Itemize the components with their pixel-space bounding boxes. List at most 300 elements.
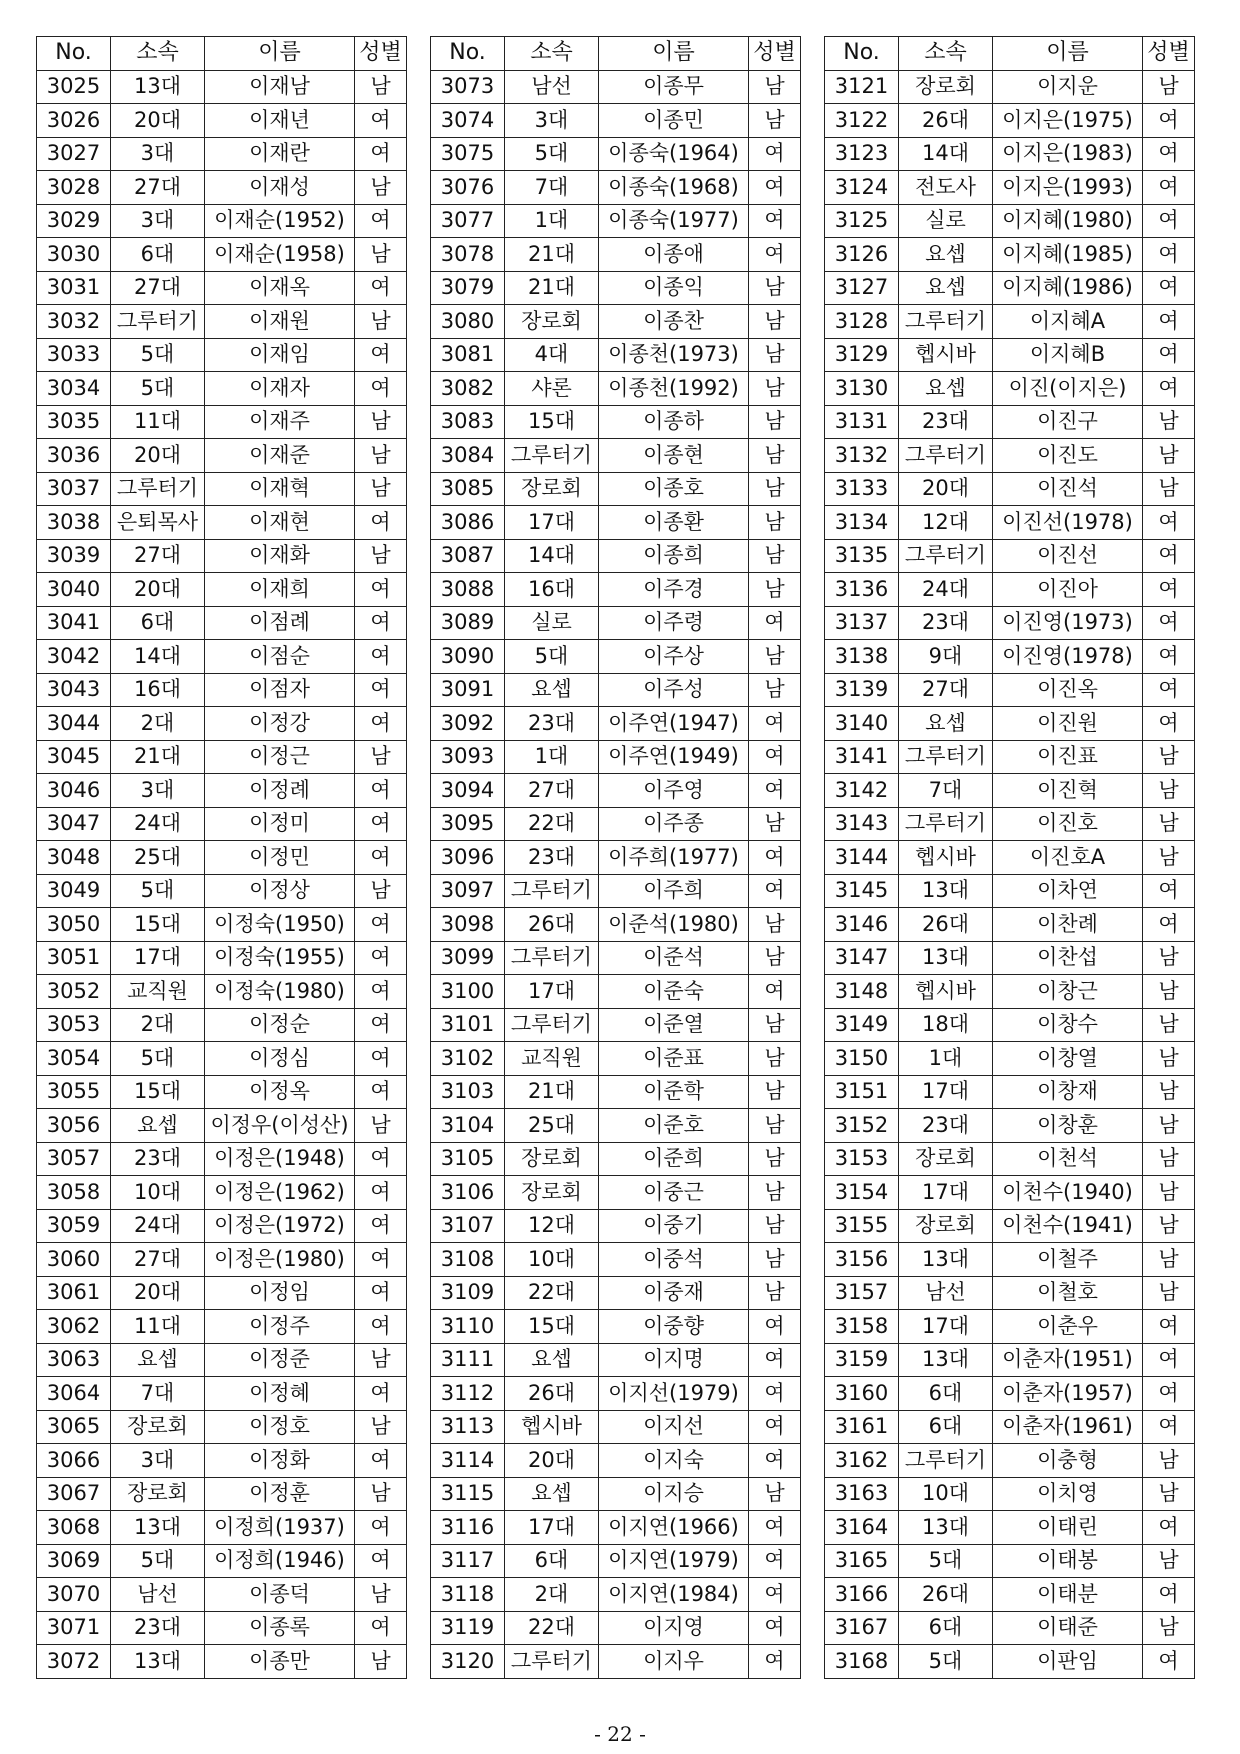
cell-affiliation: 장로회: [899, 70, 993, 104]
table-row: [37, 1109, 407, 1143]
cell-affiliation: 10대: [111, 1176, 205, 1210]
cell-affiliation: 10대: [899, 1477, 993, 1511]
cell-gender: 남: [749, 941, 801, 975]
cell-name: 이지혜B: [993, 338, 1143, 372]
cell-no: 3137: [825, 606, 899, 640]
cell-affiliation: 5대: [111, 874, 205, 908]
cell-affiliation: 5대: [899, 1645, 993, 1679]
roster-table-2: [430, 36, 801, 1679]
cell-no: 3102: [431, 1042, 505, 1076]
table-row: [37, 70, 407, 104]
table-row: [37, 1310, 407, 1344]
table-row: [825, 372, 1195, 406]
table-row: [825, 673, 1195, 707]
cell-name: 이진아: [993, 573, 1143, 607]
cell-affiliation: 요셉: [505, 1343, 599, 1377]
cell-name: 이중근: [599, 1176, 749, 1210]
table-row: [825, 774, 1195, 808]
table-row: [431, 908, 801, 942]
table-row: [825, 941, 1195, 975]
cell-name: 이정상: [205, 874, 355, 908]
table-row: [825, 908, 1195, 942]
cell-name: 이정숙(1950): [205, 908, 355, 942]
cell-name: 이종환: [599, 506, 749, 540]
cell-name: 이정근: [205, 740, 355, 774]
cell-affiliation: 11대: [111, 405, 205, 439]
cell-no: 3150: [825, 1042, 899, 1076]
cell-no: 3110: [431, 1310, 505, 1344]
cell-name: 이주영: [599, 774, 749, 808]
cell-no: 3088: [431, 573, 505, 607]
table-row: [431, 941, 801, 975]
cell-affiliation: 18대: [899, 1008, 993, 1042]
table-row: [37, 673, 407, 707]
cell-no: 3122: [825, 104, 899, 138]
cell-name: 이진호: [993, 807, 1143, 841]
table-row: [37, 841, 407, 875]
cell-name: 이진혁: [993, 774, 1143, 808]
cell-no: 3037: [37, 472, 111, 506]
table-row: [37, 1142, 407, 1176]
table-row: [825, 1310, 1195, 1344]
cell-no: 3168: [825, 1645, 899, 1679]
cell-affiliation: 요셉: [899, 238, 993, 272]
cell-affiliation: 장로회: [505, 472, 599, 506]
table-row: [431, 606, 801, 640]
cell-affiliation: 요셉: [899, 271, 993, 305]
cell-affiliation: 6대: [111, 238, 205, 272]
cell-gender: 여: [749, 1444, 801, 1478]
cell-name: 이진영(1978): [993, 640, 1143, 674]
cell-name: 이진석: [993, 472, 1143, 506]
table-row: [37, 1578, 407, 1612]
cell-gender: 여: [1143, 1310, 1195, 1344]
cell-no: 3070: [37, 1578, 111, 1612]
cell-gender: 여: [1143, 1645, 1195, 1679]
cell-gender: 여: [355, 372, 407, 406]
cell-affiliation: 21대: [111, 740, 205, 774]
cell-no: 3027: [37, 137, 111, 171]
cell-gender: 남: [749, 305, 801, 339]
cell-affiliation: 전도사: [899, 171, 993, 205]
cell-no: 3028: [37, 171, 111, 205]
table-row: [825, 1276, 1195, 1310]
cell-no: 3132: [825, 439, 899, 473]
cell-name: 이종하: [599, 405, 749, 439]
cell-no: 3084: [431, 439, 505, 473]
cell-gender: 남: [1143, 1209, 1195, 1243]
cell-affiliation: 1대: [505, 740, 599, 774]
cell-name: 이진도: [993, 439, 1143, 473]
cell-affiliation: 5대: [111, 372, 205, 406]
cell-affiliation: 14대: [111, 640, 205, 674]
cell-no: 3083: [431, 405, 505, 439]
cell-gender: 여: [355, 640, 407, 674]
cell-name: 이정순: [205, 1008, 355, 1042]
cell-affiliation: 24대: [899, 573, 993, 607]
cell-gender: 남: [355, 1109, 407, 1143]
cell-affiliation: 요셉: [505, 673, 599, 707]
table-row: [431, 506, 801, 540]
cell-affiliation: 21대: [505, 271, 599, 305]
cell-affiliation: 12대: [505, 1209, 599, 1243]
cell-affiliation: 샤론: [505, 372, 599, 406]
cell-no: 3030: [37, 238, 111, 272]
cell-no: 3131: [825, 405, 899, 439]
cell-name: 이정희(1937): [205, 1511, 355, 1545]
cell-no: 3128: [825, 305, 899, 339]
cell-name: 이진(이지은): [993, 372, 1143, 406]
cell-affiliation: 장로회: [899, 1142, 993, 1176]
cell-gender: 여: [355, 1377, 407, 1411]
cell-gender: 여: [1143, 137, 1195, 171]
cell-no: 3061: [37, 1276, 111, 1310]
table-row: [825, 841, 1195, 875]
cell-name: 이태준: [993, 1611, 1143, 1645]
cell-no: 3135: [825, 539, 899, 573]
cell-no: 3127: [825, 271, 899, 305]
cell-affiliation: 1대: [899, 1042, 993, 1076]
table-row: [431, 1042, 801, 1076]
cell-gender: 여: [1143, 171, 1195, 205]
cell-name: 이정민: [205, 841, 355, 875]
header-row: [825, 37, 1195, 71]
cell-no: 3120: [431, 1645, 505, 1679]
cell-no: 3072: [37, 1645, 111, 1679]
cell-gender: 여: [1143, 707, 1195, 741]
cell-no: 3164: [825, 1511, 899, 1545]
cell-no: 3038: [37, 506, 111, 540]
cell-name: 이판임: [993, 1645, 1143, 1679]
cell-gender: 남: [749, 405, 801, 439]
cell-no: 3157: [825, 1276, 899, 1310]
cell-no: 3124: [825, 171, 899, 205]
cell-gender: 남: [1143, 405, 1195, 439]
table-row: [431, 1142, 801, 1176]
cell-gender: 남: [1143, 1611, 1195, 1645]
table-row: [431, 405, 801, 439]
cell-name: 이종호: [599, 472, 749, 506]
table-row: [825, 1008, 1195, 1042]
cell-no: 3058: [37, 1176, 111, 1210]
cell-no: 3097: [431, 874, 505, 908]
cell-gender: 여: [355, 1209, 407, 1243]
cell-gender: 남: [355, 740, 407, 774]
cell-affiliation: 6대: [111, 606, 205, 640]
cell-name: 이재성: [205, 171, 355, 205]
cell-gender: 여: [1143, 1343, 1195, 1377]
cell-no: 3155: [825, 1209, 899, 1243]
cell-no: 3162: [825, 1444, 899, 1478]
cell-affiliation: 17대: [505, 975, 599, 1009]
table-row: [825, 405, 1195, 439]
table-row: [37, 1544, 407, 1578]
cell-no: 3049: [37, 874, 111, 908]
cell-no: 3040: [37, 573, 111, 607]
table-row: [37, 606, 407, 640]
table-row: [431, 1209, 801, 1243]
cell-no: 3115: [431, 1477, 505, 1511]
table-row: [431, 472, 801, 506]
cell-affiliation: 6대: [899, 1410, 993, 1444]
table-row: [825, 807, 1195, 841]
cell-name: 이중석: [599, 1243, 749, 1277]
cell-gender: 남: [355, 238, 407, 272]
cell-affiliation: 27대: [111, 171, 205, 205]
cell-affiliation: 실로: [899, 204, 993, 238]
cell-gender: 여: [355, 1142, 407, 1176]
cell-no: 3133: [825, 472, 899, 506]
cell-gender: 남: [1143, 1176, 1195, 1210]
cell-name: 이종찬: [599, 305, 749, 339]
cell-gender: 남: [749, 271, 801, 305]
cell-affiliation: 3대: [111, 204, 205, 238]
cell-name: 이지선(1979): [599, 1377, 749, 1411]
cell-affiliation: 14대: [899, 137, 993, 171]
table-row: [37, 774, 407, 808]
table-row: [825, 740, 1195, 774]
table-row: [37, 137, 407, 171]
cell-name: 이춘자(1957): [993, 1377, 1143, 1411]
cell-affiliation: 3대: [111, 774, 205, 808]
cell-gender: 남: [1143, 1477, 1195, 1511]
table-row: [37, 807, 407, 841]
header-name: 이름: [993, 37, 1143, 71]
table-row: [431, 104, 801, 138]
table-row: [431, 807, 801, 841]
table-row: [825, 874, 1195, 908]
cell-name: 이주종: [599, 807, 749, 841]
table-row: [825, 1444, 1195, 1478]
cell-gender: 여: [749, 1410, 801, 1444]
cell-no: 3106: [431, 1176, 505, 1210]
table-row: [431, 204, 801, 238]
cell-name: 이재준: [205, 439, 355, 473]
cell-affiliation: 27대: [111, 1243, 205, 1277]
cell-no: 3067: [37, 1477, 111, 1511]
table-row: [431, 338, 801, 372]
cell-affiliation: 7대: [111, 1377, 205, 1411]
cell-name: 이점자: [205, 673, 355, 707]
cell-affiliation: 26대: [505, 908, 599, 942]
cell-no: 3065: [37, 1410, 111, 1444]
table-row: [37, 238, 407, 272]
table-row: [825, 539, 1195, 573]
cell-name: 이정례: [205, 774, 355, 808]
cell-name: 이점순: [205, 640, 355, 674]
table-body: [431, 70, 801, 1678]
cell-no: 3100: [431, 975, 505, 1009]
cell-name: 이철호: [993, 1276, 1143, 1310]
cell-name: 이지은(1993): [993, 171, 1143, 205]
cell-no: 3093: [431, 740, 505, 774]
cell-gender: 여: [1143, 640, 1195, 674]
cell-affiliation: 13대: [899, 1243, 993, 1277]
cell-affiliation: 17대: [505, 1511, 599, 1545]
cell-affiliation: 13대: [899, 874, 993, 908]
cell-gender: 여: [1143, 506, 1195, 540]
header-affiliation: 소속: [899, 37, 993, 71]
cell-name: 이지선: [599, 1410, 749, 1444]
cell-gender: 여: [355, 908, 407, 942]
cell-no: 3053: [37, 1008, 111, 1042]
cell-gender: 남: [355, 70, 407, 104]
cell-gender: 남: [749, 1109, 801, 1143]
cell-name: 이정임: [205, 1276, 355, 1310]
cell-no: 3085: [431, 472, 505, 506]
cell-affiliation: 26대: [899, 908, 993, 942]
cell-gender: 남: [749, 506, 801, 540]
cell-affiliation: 20대: [111, 1276, 205, 1310]
cell-affiliation: 21대: [505, 1075, 599, 1109]
cell-name: 이진선(1978): [993, 506, 1143, 540]
table-row: [825, 204, 1195, 238]
cell-gender: 여: [1143, 305, 1195, 339]
table-row: [825, 137, 1195, 171]
cell-affiliation: 21대: [505, 238, 599, 272]
cell-affiliation: 요셉: [899, 707, 993, 741]
cell-gender: 여: [355, 807, 407, 841]
cell-gender: 여: [355, 1611, 407, 1645]
cell-name: 이정숙(1955): [205, 941, 355, 975]
cell-no: 3156: [825, 1243, 899, 1277]
cell-affiliation: 23대: [899, 405, 993, 439]
cell-affiliation: 27대: [111, 539, 205, 573]
table-row: [825, 1377, 1195, 1411]
table-row: [37, 1008, 407, 1042]
cell-name: 이주희(1977): [599, 841, 749, 875]
cell-affiliation: 장로회: [111, 1477, 205, 1511]
cell-gender: 여: [1143, 104, 1195, 138]
cell-name: 이지혜(1980): [993, 204, 1143, 238]
table-row: [825, 1042, 1195, 1076]
cell-name: 이정우(이성산): [205, 1109, 355, 1143]
cell-name: 이찬섭: [993, 941, 1143, 975]
table-row: [825, 70, 1195, 104]
cell-affiliation: 장로회: [505, 1142, 599, 1176]
cell-name: 이재화: [205, 539, 355, 573]
table-row: [825, 1075, 1195, 1109]
cell-no: 3056: [37, 1109, 111, 1143]
cell-gender: 남: [749, 372, 801, 406]
cell-name: 이철주: [993, 1243, 1143, 1277]
table-row: [825, 104, 1195, 138]
cell-name: 이정은(1972): [205, 1209, 355, 1243]
cell-affiliation: 20대: [111, 104, 205, 138]
cell-affiliation: 은퇴목사: [111, 506, 205, 540]
cell-affiliation: 6대: [899, 1377, 993, 1411]
cell-gender: 남: [749, 1477, 801, 1511]
cell-no: 3035: [37, 405, 111, 439]
cell-affiliation: 5대: [111, 338, 205, 372]
cell-gender: 남: [1143, 1276, 1195, 1310]
cell-name: 이준호: [599, 1109, 749, 1143]
table-row: [37, 1611, 407, 1645]
cell-name: 이차연: [993, 874, 1143, 908]
cell-name: 이진옥: [993, 673, 1143, 707]
cell-gender: 여: [355, 573, 407, 607]
cell-gender: 여: [749, 1377, 801, 1411]
table-row: [825, 506, 1195, 540]
cell-affiliation: 15대: [111, 1075, 205, 1109]
table-row: [431, 1377, 801, 1411]
cell-no: 3091: [431, 673, 505, 707]
cell-gender: 여: [1143, 204, 1195, 238]
cell-affiliation: 그루터기: [505, 941, 599, 975]
cell-no: 3060: [37, 1243, 111, 1277]
cell-name: 이종애: [599, 238, 749, 272]
table-row: [431, 1477, 801, 1511]
cell-name: 이정숙(1980): [205, 975, 355, 1009]
cell-name: 이준열: [599, 1008, 749, 1042]
cell-name: 이재임: [205, 338, 355, 372]
cell-no: 3052: [37, 975, 111, 1009]
cell-gender: 여: [355, 673, 407, 707]
table-row: [825, 1343, 1195, 1377]
cell-affiliation: 15대: [505, 1310, 599, 1344]
cell-name: 이지연(1984): [599, 1578, 749, 1612]
table-row: [431, 1075, 801, 1109]
cell-name: 이준석: [599, 941, 749, 975]
cell-name: 이지연(1966): [599, 1511, 749, 1545]
cell-affiliation: 12대: [899, 506, 993, 540]
table-row: [431, 372, 801, 406]
cell-affiliation: 13대: [899, 1343, 993, 1377]
cell-name: 이정호: [205, 1410, 355, 1444]
cell-gender: 여: [355, 1544, 407, 1578]
cell-affiliation: 9대: [899, 640, 993, 674]
cell-no: 3117: [431, 1544, 505, 1578]
cell-affiliation: 13대: [111, 1645, 205, 1679]
header-gender: 성별: [355, 37, 407, 71]
cell-no: 3059: [37, 1209, 111, 1243]
cell-name: 이창열: [993, 1042, 1143, 1076]
cell-gender: 남: [749, 539, 801, 573]
cell-affiliation: 4대: [505, 338, 599, 372]
cell-name: 이재원: [205, 305, 355, 339]
table-row: [825, 1477, 1195, 1511]
cell-name: 이정훈: [205, 1477, 355, 1511]
table-row: [431, 874, 801, 908]
table-row: [431, 439, 801, 473]
cell-gender: 여: [1143, 271, 1195, 305]
cell-name: 이주경: [599, 573, 749, 607]
cell-gender: 여: [355, 1276, 407, 1310]
cell-gender: 여: [355, 506, 407, 540]
cell-no: 3130: [825, 372, 899, 406]
table-row: [431, 740, 801, 774]
cell-name: 이진구: [993, 405, 1143, 439]
cell-gender: 여: [355, 707, 407, 741]
cell-affiliation: 26대: [505, 1377, 599, 1411]
table-row: [825, 1410, 1195, 1444]
cell-gender: 남: [1143, 439, 1195, 473]
cell-affiliation: 13대: [899, 1511, 993, 1545]
cell-name: 이준학: [599, 1075, 749, 1109]
cell-affiliation: 2대: [111, 1008, 205, 1042]
cell-gender: 여: [1143, 573, 1195, 607]
table-row: [825, 1578, 1195, 1612]
cell-no: 3092: [431, 707, 505, 741]
table-row: [825, 439, 1195, 473]
cell-no: 3079: [431, 271, 505, 305]
cell-name: 이준숙: [599, 975, 749, 1009]
cell-affiliation: 17대: [899, 1075, 993, 1109]
table-row: [37, 1176, 407, 1210]
cell-gender: 여: [355, 204, 407, 238]
cell-gender: 남: [1143, 1008, 1195, 1042]
table-row: [37, 640, 407, 674]
